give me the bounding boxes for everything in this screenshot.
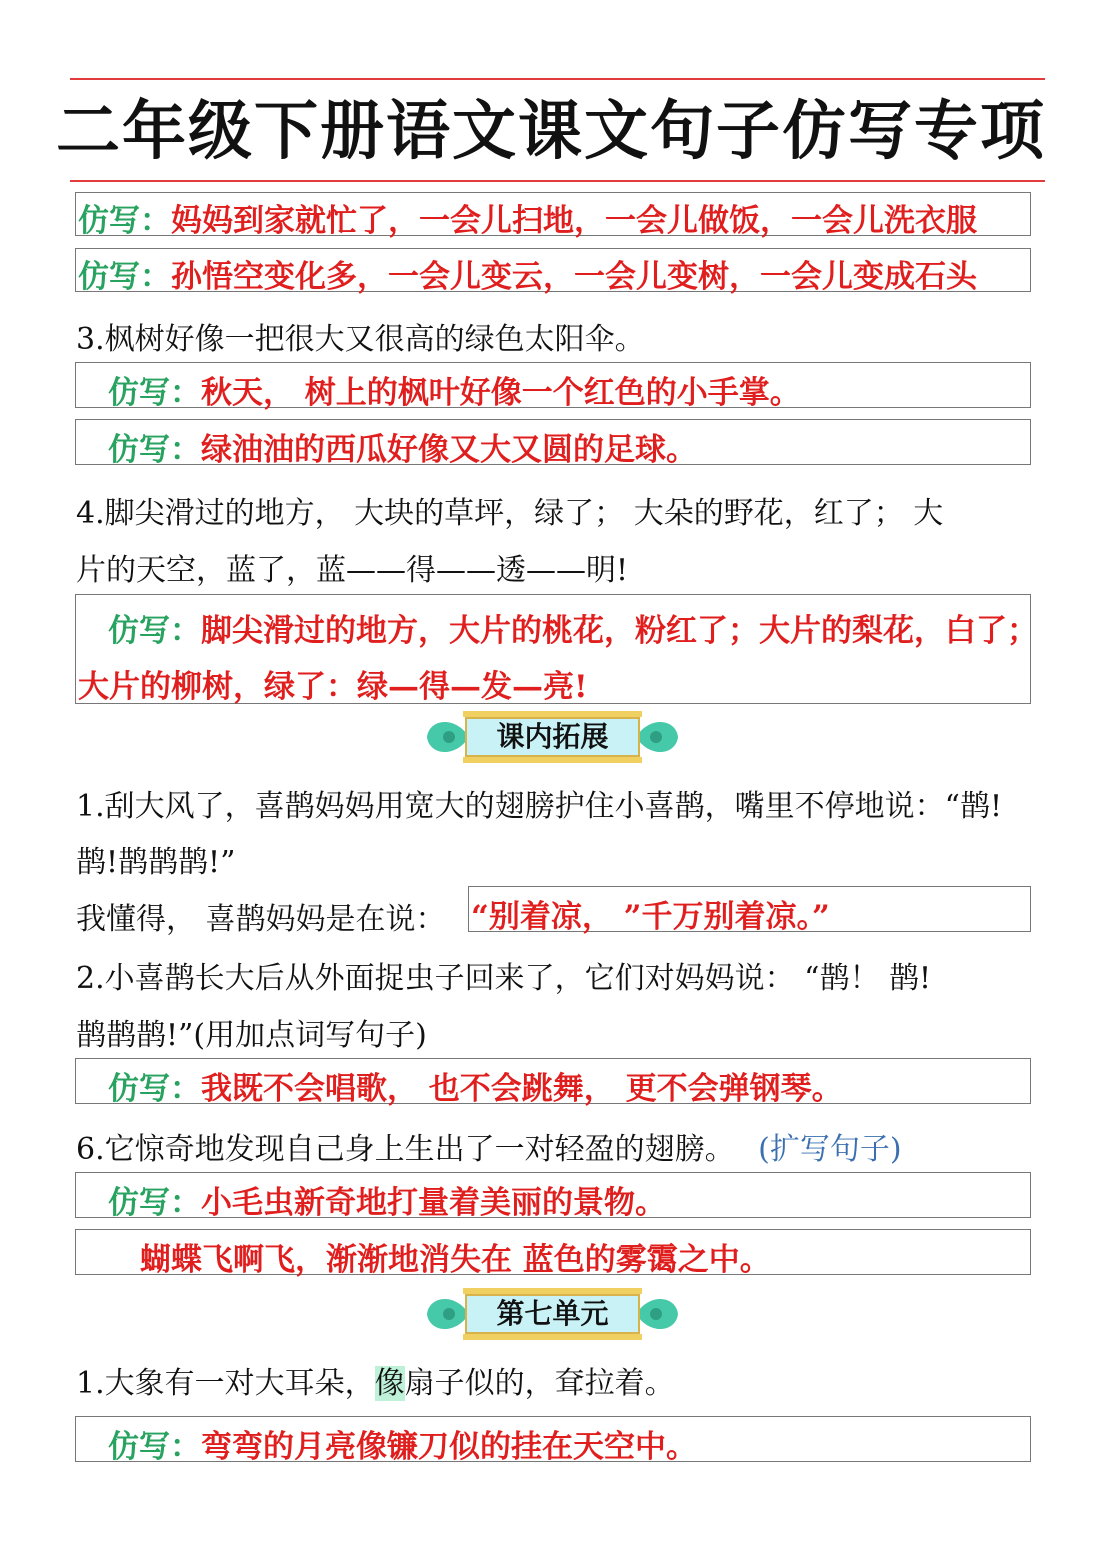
prefix-label: 仿写： [78,203,171,239]
top-rule [70,78,1045,80]
prefix-label: 仿写： [78,259,171,295]
prefix-label: 仿写： [108,1429,201,1465]
question-note: (扩写句子) [758,1132,902,1167]
answer-text: 秋天， 树上的枫叶好像一个红色的小手掌。 [201,375,801,411]
answer-box [75,248,1031,295]
prefix-label: 仿写： [108,432,201,468]
answer-box [75,362,1031,411]
answer-box [75,1058,1031,1107]
answer-box [75,1172,1031,1221]
question-text-end: 扇子似的，耷拉着。 [404,1366,675,1401]
answer-box [75,192,1031,239]
answer-text: 绿油油的西瓜好像又大又圆的足球。 [201,432,697,468]
page-title: 二年级下册语文课文句子仿写专项 [56,95,1046,169]
answer-text: “别着凉， ”千万别着凉。” [471,899,830,935]
answer-line [78,195,977,240]
answer-text: 我既不会唱歌， 也不会跳舞， 更不会弹钢琴。 [201,1071,843,1107]
answer-box [468,886,1031,935]
prefix-label: 仿写： [108,1185,201,1221]
unit7-question-1 [76,1358,675,1402]
answer-line [108,1421,697,1466]
title-bottom-rule [70,180,1045,182]
section-title: 课内拓展 [465,717,640,757]
prefix-label: 仿写： [108,375,201,411]
answer-box [75,1229,1031,1278]
answer-text: 脚尖滑过的地方，大片的桃花，粉红了；大片的梨花，白了； [201,613,1038,649]
answer-text: 弯弯的月亮像镰刀似的挂在天空中。 [201,1429,697,1465]
answer-line-2: 大片的柳树，绿了：绿—得—发—亮! [78,669,588,705]
question-text-start: 1.大象有一对大耳朵， [76,1366,375,1401]
section-title: 第七单元 [465,1294,640,1334]
answer-line [108,1063,843,1108]
kn-question-6 [76,1124,902,1168]
kn-question-2-line-1: 2.小喜鹊长大后从外面捉虫子回来了，它们对妈妈说： “鹊！ 鹊! [76,961,932,996]
emphasized-word: 像 [374,1366,405,1401]
answer-box [75,1416,1031,1465]
section-banner [425,1284,680,1344]
kn-question-1-line-2: 鹊!鹊鹊鹊!” [76,845,236,880]
answer-text: 小毛虫新奇地打量着美丽的景物。 [201,1185,666,1221]
answer-box [75,594,1038,705]
prefix-label: 仿写： [108,1071,201,1107]
answer-text: 妈妈到家就忙了，一会儿扫地，一会儿做饭，一会儿洗衣服 [171,203,977,239]
question-4-line-2: 片的天空，蓝了，蓝——得——透——明! [76,553,629,588]
answer-box [75,419,1031,468]
answer-line [108,367,801,412]
answer-line [108,424,697,469]
question-text: 6.它惊奇地发现自己身上生出了一对轻盈的翅膀。 [76,1132,735,1167]
answer-line [108,605,1038,650]
kn-question-2-line-2: 鹊鹊鹊!”(用加点词写句子) [76,1018,427,1053]
answer-text: 蝴蝶飞啊飞，渐渐地消失在 蓝色的雾霭之中。 [140,1242,771,1278]
kn-question-1-lead: 我懂得， 喜鹊妈妈是在说： [76,902,446,937]
answer-line [108,1177,666,1222]
answer-line [78,251,977,296]
question-4-line-1: 4.脚尖滑过的地方， 大块的草坪，绿了； 大朵的野花，红了； 大 [76,496,944,531]
kn-question-1-line-1: 1.刮大风了，喜鹊妈妈用宽大的翅膀护住小喜鹊，嘴里不停地说：“鹊! [76,789,1003,824]
prefix-label: 仿写： [108,613,201,649]
question-3: 3.枫树好像一把很大又很高的绿色太阳伞。 [76,322,645,357]
section-banner [425,707,680,767]
answer-text: 孙悟空变化多，一会儿变云，一会儿变树，一会儿变成石头 [171,259,977,295]
